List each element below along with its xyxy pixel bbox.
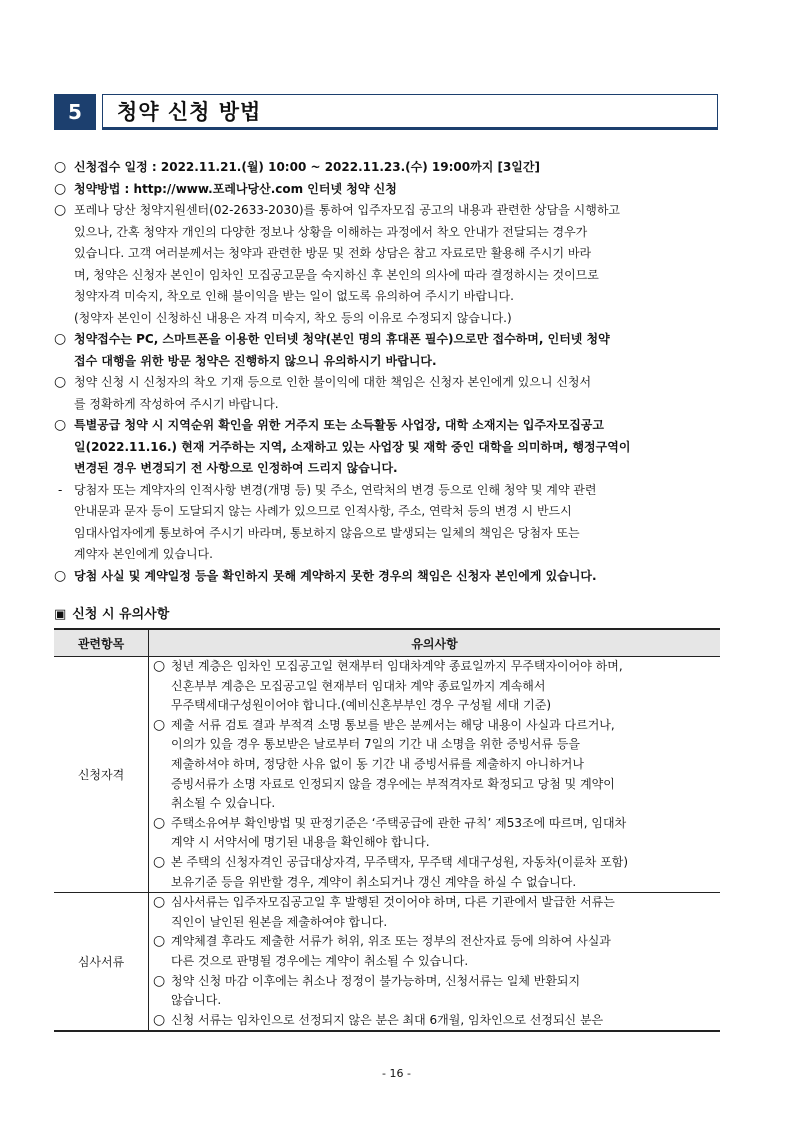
note-line: 증빙서류가 소명 자료로 인정되지 않을 경우에는 부적격자로 확정되고 당첨 및 계약이 — [171, 776, 615, 791]
note-line: 제출 서류 검토 결과 부적격 소명 통보를 받은 분께서는 해당 내용이 사실과 다르거나, — [171, 717, 615, 732]
note-line: 무주택세대구성원이어야 합니다.(예비신혼부부인 경우 구성될 세대 기준) — [171, 698, 552, 713]
application-method-list — [54, 157, 718, 587]
bullet-line: 일(2022.11.16.) 현재 거주하는 지역, 소재하고 있는 사업장 및 재학 중인 대학을 의미하며, 행정구역이 — [74, 439, 631, 454]
note-line: 취소될 수 있습니다. — [171, 796, 276, 811]
bullet-item — [54, 372, 718, 415]
note-item — [153, 716, 716, 814]
section-header — [54, 94, 718, 130]
circle-bullet-icon: ○ — [153, 716, 166, 733]
note-item — [153, 972, 716, 1011]
note-line: 주택소유여부 확인방법 및 판정기준은 ‘주택공급에 관한 규칙’ 제53조에 따르며, 임대차 — [171, 815, 627, 830]
note-line: 본 주택의 신청자격인 공급대상자격, 무주택자, 무주택 세대구성원, 자동차(이륜차 포함) — [171, 854, 629, 869]
bullet-line: 변경된 경우 변경되기 전 사항으로 인정하여 드리지 않습니다. — [74, 461, 398, 475]
bullet-line: 며, 청약은 신청자 본인이 임차인 모집공고문을 숙지하신 후 본인의 의사에 따라 결정하시는 것이므로 — [74, 267, 599, 282]
circle-bullet-icon: ○ — [54, 374, 67, 390]
notes-category: 심사서류 — [54, 893, 149, 1032]
circle-bullet-icon: ○ — [54, 180, 67, 197]
bullet-item — [54, 200, 718, 329]
bullet-line: 있습니다. 고객 여러분께서는 청약과 관련한 방문 및 전화 상담은 참고 자료로만 활용해 주시기 바라 — [74, 246, 592, 260]
bullet-line: 특별공급 청약 시 지역순위 확인을 위한 거주지 또는 소득활동 사업장, 대학 소재지는 입주자모집공고 — [74, 418, 604, 432]
bullet-line: (청약자 본인이 신청하신 내용은 자격 미숙지, 착오 등의 이유로 수정되지 않습니다.) — [74, 310, 512, 325]
section-title: 청약 신청 방법 — [117, 100, 262, 124]
circle-bullet-icon: ○ — [153, 972, 166, 989]
note-line: 신혼부부 계층은 모집공고일 현재부터 임대차 계약 종료일까지 계속해서 — [171, 678, 546, 693]
circle-bullet-icon: ○ — [54, 159, 67, 175]
note-item — [153, 853, 716, 892]
circle-bullet-icon: ○ — [54, 202, 67, 218]
bullet-line: 당첨 사실 및 계약일정 등을 확인하지 못해 계약하지 못한 경우의 책임은 신청자 본인에게 있습니다. — [74, 568, 597, 583]
note-line: 직인이 날인된 원본을 제출하여야 합니다. — [171, 914, 388, 929]
bullet-line: 있으나, 간혹 청약자 개인의 다양한 정보나 상황을 이해하는 과정에서 착오 안내가 전달되는 경우가 — [74, 224, 588, 239]
circle-bullet-icon: ○ — [54, 417, 67, 433]
bullet-item — [54, 480, 718, 566]
notes-category: 신청자격 — [54, 657, 149, 893]
page-number: - 16 - — [382, 1067, 411, 1080]
section-number: 5 — [54, 94, 96, 130]
circle-bullet-icon: ○ — [153, 933, 166, 950]
bullet-line: 청약자격 미숙지, 착오로 인해 불이익을 받는 일이 없도록 유의하여 주시기 바랍니다. — [74, 289, 514, 303]
section-title-box — [102, 94, 718, 130]
note-item — [153, 893, 716, 932]
circle-bullet-icon: ○ — [153, 1011, 166, 1028]
circle-bullet-icon: ○ — [54, 567, 67, 584]
note-line: 제출하셔야 하며, 정당한 사유 없이 동 기간 내 증빙서류를 제출하지 아니하거나 — [171, 756, 584, 771]
circle-bullet-icon: ○ — [54, 331, 67, 347]
note-line: 청년 계층은 임차인 모집공고일 현재부터 임대차계약 종료일까지 무주택자이어야 하며, — [171, 659, 623, 673]
column-header-notes: 유의사항 — [149, 629, 721, 657]
note-line: 신청 서류는 임차인으로 선정되지 않은 분은 최대 6개월, 임차인으로 선정되신 분은 — [171, 1012, 604, 1027]
note-line: 계약체결 후라도 제출한 서류가 허위, 위조 또는 정부의 전산자료 등에 의하여 사실과 — [171, 934, 611, 949]
note-item — [153, 814, 716, 853]
bullet-line: 를 정확하게 작성하여 주시기 바랍니다. — [74, 396, 279, 411]
bullet-line: 안내문과 문자 등이 도달되지 않는 사례가 있으므로 인적사항, 주소, 연락처 등의 변경 시 반드시 — [74, 504, 572, 518]
bullet-item — [54, 179, 718, 201]
bullet-line: 접수 대행을 위한 방문 청약은 진행하지 않으니 유의하시기 바랍니다. — [74, 353, 437, 368]
circle-bullet-icon: ○ — [153, 814, 166, 831]
bullet-line: 계약자 본인에게 있습니다. — [74, 547, 213, 561]
note-line: 청약 신청 마감 이후에는 취소나 정정이 불가능하며, 신청서류는 일체 반환되지 — [171, 973, 581, 988]
circle-bullet-icon: ○ — [153, 894, 166, 911]
notes-body — [149, 657, 721, 893]
bullet-line: 임대사업자에게 통보하여 주시기 바라며, 통보하지 않음으로 발생되는 일체의 책임은 당첨자 또는 — [74, 525, 580, 540]
bullet-line: 청약접수는 PC, 스마트폰을 이용한 인터넷 청약(본인 명의 휴대폰 필수)으로만 접수하며, 인터넷 청약 — [74, 332, 610, 346]
notes-table-header-row — [54, 629, 720, 657]
note-line: 계약 시 서약서에 명기된 내용을 확인해야 합니다. — [171, 835, 430, 850]
bullet-line: 당첨자 또는 계약자의 인적사항 변경(개명 등) 및 주소, 연락처의 변경 등으로 인해 청약 및 계약 관련 — [74, 482, 597, 497]
bullet-line: 청약 신청 시 신청자의 착오 기재 등으로 인한 불이익에 대한 책임은 신청자 본인에게 있으니 신청서 — [74, 375, 592, 389]
notes-heading-text: 신청 시 유의사항 — [72, 607, 170, 622]
bullet-line: 청약방법 : http://www.포레나당산.com 인터넷 청약 신청 — [74, 181, 397, 196]
bullet-item — [54, 157, 718, 179]
bullet-item — [54, 329, 718, 372]
note-item — [153, 1011, 716, 1031]
dash-bullet-icon: - — [58, 482, 63, 497]
note-item — [153, 657, 716, 716]
note-line: 보유기준 등을 위반할 경우, 계약이 취소되거나 갱신 계약을 하실 수 없습니다. — [171, 874, 577, 889]
notes-row — [54, 657, 720, 893]
circle-bullet-icon: ○ — [153, 658, 166, 674]
note-item — [153, 932, 716, 971]
bullet-item — [54, 566, 718, 588]
column-header-category: 관련항목 — [54, 629, 149, 657]
notes-row — [54, 893, 720, 1032]
notes-body — [149, 893, 721, 1032]
square-bullet-icon: ▣ — [54, 607, 67, 622]
notes-table — [54, 628, 720, 1032]
circle-bullet-icon: ○ — [153, 853, 166, 870]
note-line: 다른 것으로 판명될 경우에는 계약이 취소될 수 있습니다. — [171, 953, 469, 968]
note-line: 심사서류는 입주자모집공고일 후 발행된 것이어야 하며, 다른 기관에서 발급한 서류는 — [171, 895, 615, 910]
bullet-line: 신청접수 일정 : 2022.11.21.(월) 10:00 ~ 2022.11.23.(수) 19:00까지 [3일간] — [74, 160, 540, 174]
notes-heading — [54, 603, 169, 622]
bullet-line: 포레나 당산 청약지원센터(02-2633-2030)를 통하여 입주자모집 공고의 내용과 관련한 상담을 시행하고 — [74, 203, 621, 217]
note-line: 이의가 있을 경우 통보받은 날로부터 7일의 기간 내 소명을 위한 증빙서류 등을 — [171, 737, 580, 752]
bullet-item — [54, 415, 718, 480]
note-line: 않습니다. — [171, 993, 222, 1008]
